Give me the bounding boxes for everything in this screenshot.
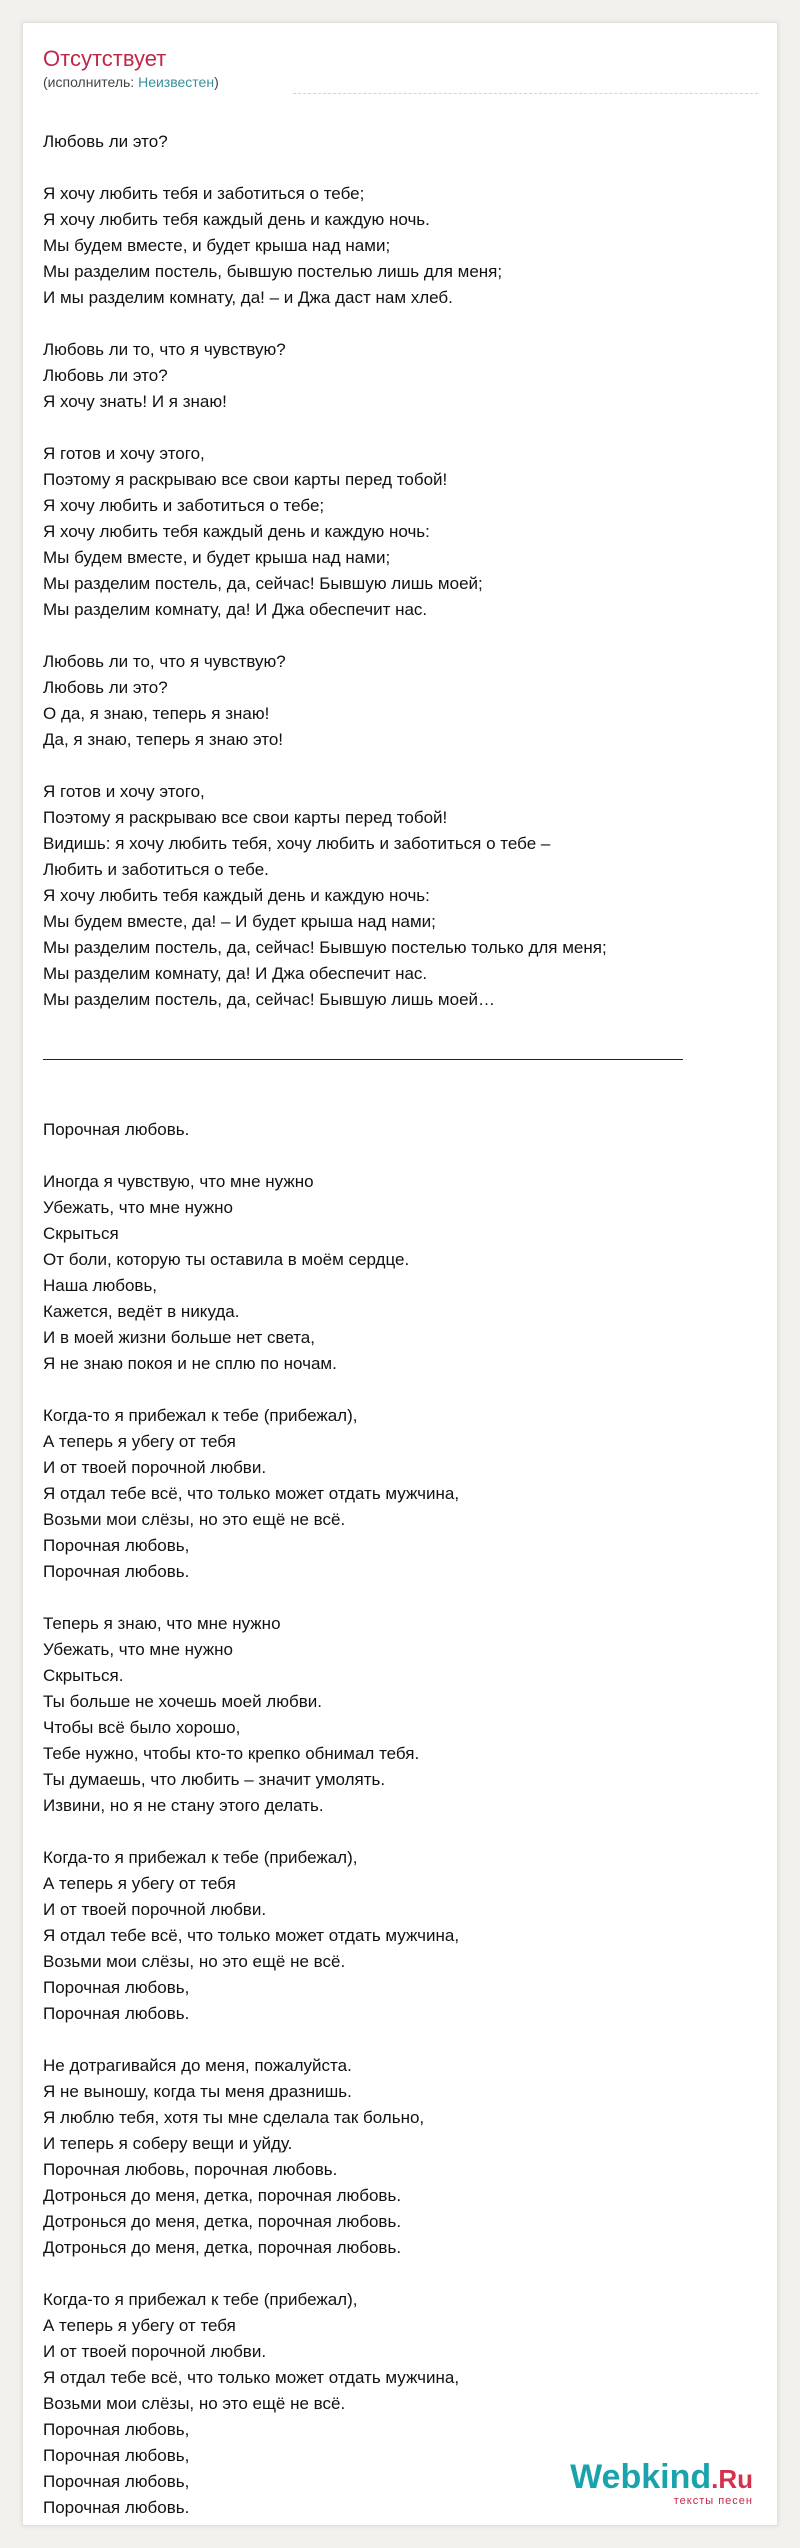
performer-line	[43, 73, 219, 91]
lyrics-original: Любовь ли это? Я хочу любить тебя и заботиться о тебе; Я хочу любить тебя каждый день и каждую ночь. Мы будем вместе, и будет крыша над нами; Мы разделим постель, бывшую постелью лишь для меня; И мы разделим комнату, да! – и Джа даст нам хлеб. Любовь ли то, что я чувствую? Любовь ли это? Я хочу знать! И я знаю! Я готов и хочу этого, Поэтому я раскрываю все свои карты перед тобой! Я хочу любить и заботиться о тебе; Я хочу любить тебя каждый день и каждую ночь: Мы будем вместе, и будет крыша над нами; Мы разделим постель, да, сейчас! Бывшую лишь моей; Мы разделим комнату, да! И Джа обеспечит нас. Любовь ли то, что я чувствую? Любовь ли это? О да, я знаю, теперь я знаю! Да, я знаю, теперь я знаю это! Я готов и хочу этого, Поэтому я раскрываю все свои карты перед тобой! Видишь: я хочу любить тебя, хочу любить и заботиться о тебе – Любить и заботиться о тебе. Я хочу любить тебя каждый день и каждую ночь: Мы будем вместе, да! – И будет крыша над нами; Мы разделим постель, да, сейчас! Бывшую постелью только для меня; Мы разделим комнату, да! И Джа обеспечит нас. Мы разделим постель, да, сейчас! Бывшую лишь моей…	[43, 132, 607, 1009]
logo-name: Webkind	[570, 2458, 712, 2496]
performer-suffix: )	[214, 74, 219, 90]
lyrics-translation: Порочная любовь. Иногда я чувствую, что мне нужно Убежать, что мне нужно Скрыться От боли, которую ты оставила в моём сердце. Наша любовь, Кажется, ведёт в никуда. И в моей жизни больше нет света, Я не знаю покоя и не сплю по ночам. Когда-то я прибежал к тебе (прибежал), А теперь я убегу от тебя И от твоей порочной любви. Я отдал тебе всё, что только может отдать мужчина, Возьми мои слёзы, но это ещё не всё. Порочная любовь, Порочная любовь. Теперь я знаю, что мне нужно Убежать, что мне нужно Скрыться. Ты больше не хочешь моей любви. Чтобы всё было хорошо, Тебе нужно, чтобы кто-то крепко обнимал тебя. Ты думаешь, что любить – значит умолять. Извини, но я не стану этого делать. Когда-то я прибежал к тебе (прибежал), А теперь я убегу от тебя И от твоей порочной любви. Я отдал тебе всё, что только может отдать мужчина, Возьми мои слёзы, но это ещё не всё. Порочная любовь, Порочная любовь. Не дотрагивайся до меня, пожалуйста. Я не выношу, когда ты меня дразнишь. Я люблю тебя, хотя ты мне сделала так больно, И теперь я соберу вещи и уйду. Порочная любовь, порочная любовь. Дотронься до меня, детка, порочная любовь. Дотронься до меня, детка, порочная любовь. Дотронься до меня, детка, порочная любовь. Когда-то я прибежал к тебе (прибежал), А теперь я убегу от тебя И от твоей порочной любви. Я отдал тебе всё, что только может отдать мужчина, Возьми мои слёзы, но это ещё не всё. Порочная любовь, Порочная любовь, Порочная любовь, Порочная любовь.	[43, 1120, 460, 2517]
header-dashed-rule	[293, 93, 758, 94]
site-logo[interactable]	[570, 2460, 753, 2507]
section-divider	[43, 1059, 683, 1060]
performer-link[interactable]: Неизвестен	[138, 74, 215, 90]
logo-tagline: тексты песен	[673, 2495, 753, 2507]
logo-tld: .Ru	[711, 2464, 753, 2494]
song-title: Отсутствует	[43, 46, 167, 71]
lyrics-card	[22, 22, 778, 2526]
performer-prefix: (исполнитель:	[43, 74, 139, 90]
